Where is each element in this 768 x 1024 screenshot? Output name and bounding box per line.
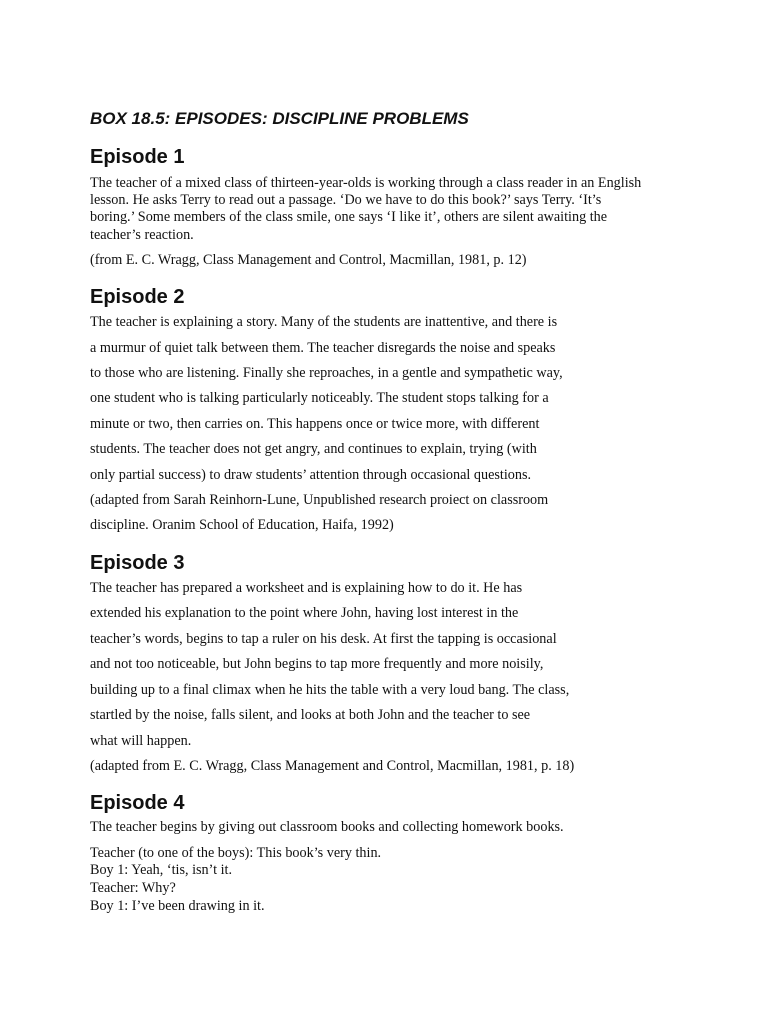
episode-2-line: The teacher is explaining a story. Many of the students are inattentive, and there is <box>90 314 558 330</box>
episode-4-heading: Episode 4 <box>90 792 185 814</box>
box-title: BOX 18.5: EPISODES: DISCIPLINE PROBLEMS <box>90 109 469 128</box>
episode-3-line: The teacher has prepared a worksheet and is explaining how to do it. He has <box>90 580 523 596</box>
dialogue-line: Boy 1: Yeah, ‘tis, isn’t it. <box>90 862 233 878</box>
episode-2-source: (adapted from Sarah Reinhorn-Lune, Unpublished research proiect on classroom <box>90 492 549 508</box>
episode-4-intro: The teacher begins by giving out classroom books and collecting homework books. <box>90 819 564 835</box>
episode-1-line: boring.’ Some members of the class smile, one says ‘I like it’, others are silent awaiting the <box>90 209 608 225</box>
episode-1-line: lesson. He asks Terry to read out a passage. ‘Do we have to do this book?’ says Terry. ‘It’s <box>90 192 602 208</box>
episode-3-line: extended his explanation to the point where John, having lost interest in the <box>90 605 519 621</box>
dialogue-line: Boy 1: I’ve been drawing in it. <box>90 898 265 914</box>
episode-1-line: The teacher of a mixed class of thirteen-year-olds is working through a class reader in an English <box>90 175 642 191</box>
episode-2-line: students. The teacher does not get angry, and continues to explain, trying (with <box>90 441 537 457</box>
episode-3-line: building up to a final climax when he hits the table with a very loud bang. The class, <box>90 682 570 698</box>
episode-3-source: (adapted from E. C. Wragg, Class Management and Control, Macmillan, 1981, p. 18) <box>90 758 575 774</box>
episode-2-line: to those who are listening. Finally she reproaches, in a gentle and sympathetic way, <box>90 365 563 381</box>
episode-2-line: minute or two, then carries on. This happens once or twice more, with different <box>90 416 540 432</box>
episode-3-line: startled by the noise, falls silent, and looks at both John and the teacher to see <box>90 707 531 723</box>
episode-1-source: (from E. C. Wragg, Class Management and Control, Macmillan, 1981, p. 12) <box>90 252 527 268</box>
dialogue-line: Teacher: Why? <box>90 880 176 896</box>
episode-1-line: teacher’s reaction. <box>90 227 194 243</box>
episode-2-line: only partial success) to draw students’ attention through occasional questions. <box>90 467 532 483</box>
episode-1-heading: Episode 1 <box>90 146 185 168</box>
episode-2-source: discipline. Oranim School of Education, Haifa, 1992) <box>90 517 394 533</box>
episode-3-line: and not too noticeable, but John begins to tap more frequently and more noisily, <box>90 656 544 672</box>
episode-2-heading: Episode 2 <box>90 286 185 308</box>
episode-2-line: one student who is talking particularly noticeably. The student stops talking for a <box>90 390 549 406</box>
episode-2-line: a murmur of quiet talk between them. The teacher disregards the noise and speaks <box>90 340 556 356</box>
episode-3-line: teacher’s words, begins to tap a ruler on his desk. At first the tapping is occasional <box>90 631 557 647</box>
dialogue-line: Teacher (to one of the boys): This book’s very thin. <box>90 845 382 861</box>
episode-3-heading: Episode 3 <box>90 552 185 574</box>
episode-3-line: what will happen. <box>90 733 192 749</box>
